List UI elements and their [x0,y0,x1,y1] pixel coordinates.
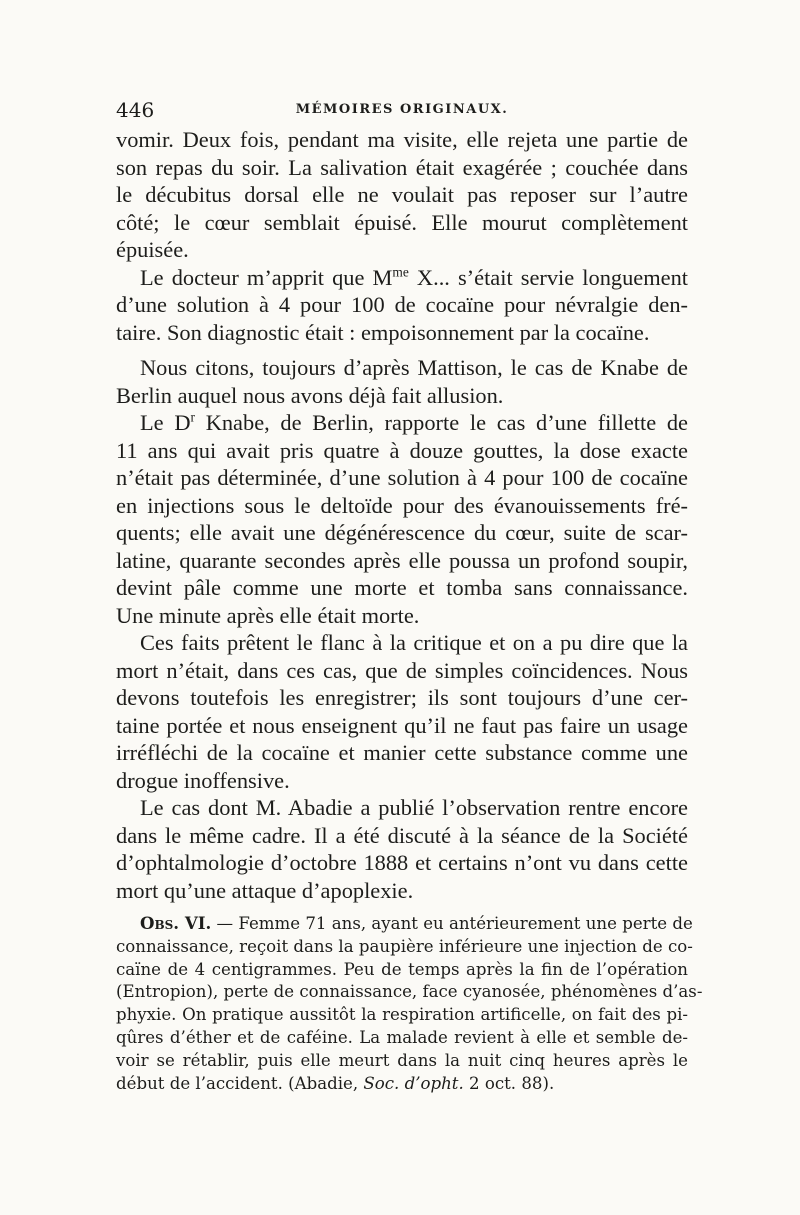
text-line: mort n’était, dans ces cas, que de simples coïncidences. Nous [116,657,688,683]
text-line [116,409,688,437]
text-segment: Le D [140,410,191,435]
page-number: 446 [116,98,155,122]
text-line: quents; elle avait une dégénérescence du cœur, suite de scar- [116,520,688,545]
text-line [116,264,688,292]
superscript: me [392,264,409,280]
paragraph [116,354,688,409]
text-line: épuisée. [116,237,189,262]
text-segment: début de l’accident. (Abadie, [116,1073,364,1093]
text-segment: 2 oct. 88). [463,1073,555,1093]
text-line [116,1073,688,1096]
text-line: son repas du soir. La salivation était exagérée ; couchée dans [116,154,688,180]
text-line: devons toutefois les enregistrer; ils sont toujours d’une cer- [116,685,688,710]
text-line: Ces faits prêtent le flanc à la critique et on a pu dire que la [140,630,688,655]
paragraph [116,629,688,794]
text-line: devint pâle comme une morte et tomba sans connaissance. [116,575,688,600]
text-line: vomir. Deux fois, pendant ma visite, elle rejeta une partie de [116,127,688,152]
text-line: latine, quarante secondes après elle poussa un profond soupir, [116,547,688,573]
text-line: Le cas dont M. Abadie a publié l’observation rentre encore [140,795,688,820]
text-line [116,912,693,936]
main-text [116,126,688,904]
text-line: phyxie. On pratique aussitôt la respiration artificelle, on fait des pi- [116,1005,688,1025]
text-line: 11 ans qui avait pris quatre à douze gouttes, la dose exacte [116,437,688,463]
paragraph [116,794,688,904]
text-line: qûres d’éther et de caféine. La malade revient à elle et semble de- [116,1027,688,1047]
text-line: (Entropion), perte de connaissance, face cyanosée, phénomènes d’as- [116,982,703,1002]
text-line: taine portée et nous enseignent qu’il ne faut pas faire un usage [116,712,688,738]
paragraph [116,409,688,629]
superscript: r [190,409,195,425]
text-line: voir se rétablir, puis elle meurt dans la nuit cinq heures après le [116,1050,688,1070]
observation-label: Obs. VI. [140,913,212,933]
running-title: MÉMOIRES ORIGINAUX. [295,102,509,117]
text-line: n’était pas déterminée, d’une solution à 4 pour 100 de cocaïne [116,465,688,490]
text-line: dans le même cadre. Il a été discuté à la séance de la Société [116,822,688,848]
page-header [116,96,688,126]
citation-journal: Soc. d’opht. [363,1073,464,1093]
text-line: drogue inoffensive. [116,767,290,793]
text-line: Berlin auquel nous avons déjà fait allusion. [116,382,504,408]
text-line: le décubitus dorsal elle ne voulait pas reposer sur l’autre [116,182,688,207]
text-line: en injections sous le deltoïde pour des évanouissements fré- [116,492,688,518]
text-segment: Knabe, de Berlin, rapporte le cas d’une fillette de [194,410,688,435]
text-line: Nous citons, toujours d’après Mattison, le cas de Knabe de [140,355,688,380]
paragraph [116,126,688,264]
text-line: connaissance, reçoit dans la paupière inférieure une injection de co- [116,936,693,956]
text-segment: X... s’était servie longuement [408,264,689,290]
text-line: taire. Son diagnostic était : empoisonnement par la cocaïne. [116,319,650,345]
observation-block [116,912,703,1095]
text-segment: Le docteur m’apprit que M [140,264,393,290]
text-line: d’une solution à 4 pour 100 de cocaïne pour névralgie den- [116,292,688,317]
text-line: caïne de 4 centigrammes. Peu de temps après la fin de l’opération [116,959,688,979]
book-page [116,96,703,1095]
text-line: Une minute après elle était morte. [116,602,420,628]
text-line: côté; le cœur semblait épuisé. Elle mourut complètement [116,209,688,235]
text-line: d’ophtalmologie d’octobre 1888 et certains n’ont vu dans cette [116,850,688,875]
text-line: mort qu’une attaque d’apoplexie. [116,877,414,903]
text-segment: — Femme 71 ans, ayant eu antérieurement une perte de [211,914,693,933]
paragraph [116,264,688,347]
text-line: irréfléchi de la cocaïne et manier cette substance comme une [116,740,688,765]
